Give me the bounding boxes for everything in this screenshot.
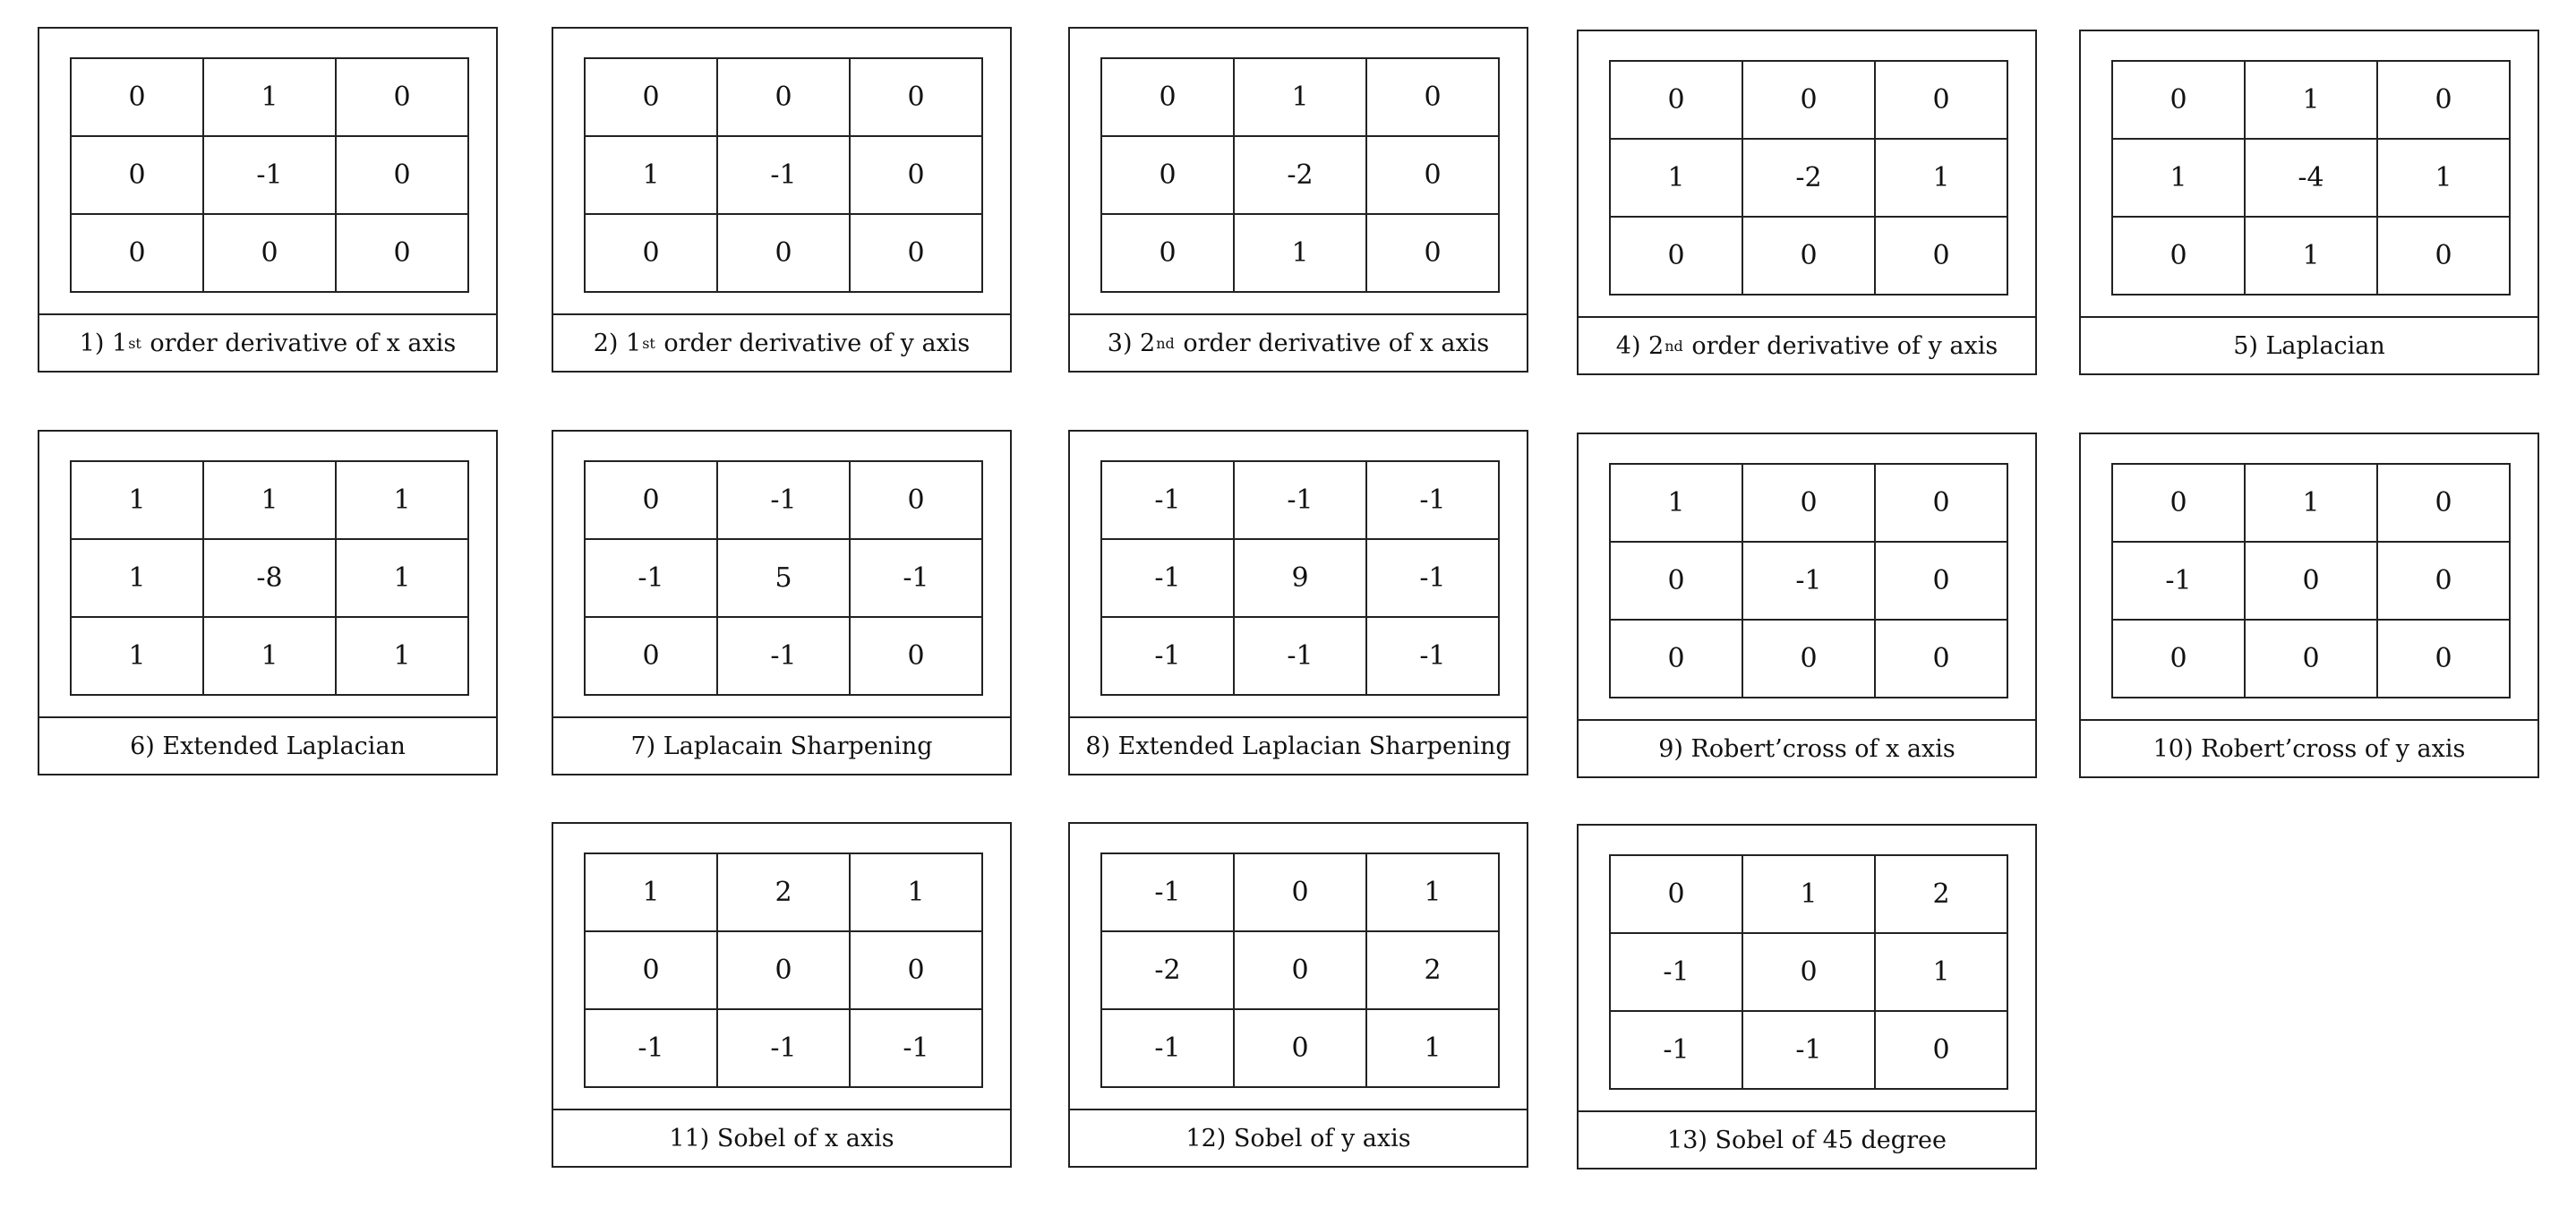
matrix-cell: 9 [1234, 539, 1366, 617]
matrix-cell: -1 [585, 539, 717, 617]
matrix-cell: 1 [203, 617, 336, 695]
matrix-cell: 0 [2377, 620, 2510, 698]
matrix-row [585, 617, 982, 695]
matrix-cell: -1 [1610, 1011, 1742, 1089]
matrix-cell: 0 [850, 931, 982, 1009]
matrix-row [585, 853, 982, 931]
matrix-cell: 0 [1610, 217, 1742, 295]
matrix-cell: 1 [71, 617, 203, 695]
matrix-cell: 1 [203, 58, 336, 136]
caption-ordinal-superscript: st [642, 334, 655, 352]
matrix-cell: 0 [1875, 464, 2007, 542]
caption-text-rest: order derivative of x axis [141, 329, 457, 357]
kernel-caption [553, 716, 1010, 774]
matrix-cell: 1 [336, 617, 468, 695]
kernel-matrix [1609, 854, 2008, 1090]
kernel-panel [1577, 824, 2037, 1169]
matrix-row [1101, 617, 1499, 695]
kernel-matrix [70, 460, 469, 696]
caption-ordinal-superscript: nd [1156, 334, 1175, 352]
kernel-panel [2079, 30, 2539, 375]
matrix-row [1610, 217, 2007, 295]
kernel-caption [553, 313, 1010, 371]
matrix-cell: 1 [850, 853, 982, 931]
kernel-matrix [584, 852, 983, 1088]
matrix-cell: 0 [2377, 464, 2510, 542]
caption-ordinal-superscript: st [128, 334, 141, 352]
matrix-cell: 2 [1875, 855, 2007, 933]
matrix-cell: 0 [1366, 136, 1499, 214]
matrix-cell: -1 [850, 1009, 982, 1087]
matrix-cell: -1 [717, 617, 850, 695]
matrix-cell: 0 [2377, 61, 2510, 139]
matrix-row [2112, 542, 2510, 620]
matrix-cell: 0 [1101, 136, 1234, 214]
matrix-row [71, 617, 468, 695]
kernel-panel [552, 27, 1012, 373]
matrix-cell: 0 [850, 617, 982, 695]
matrix-row [1101, 931, 1499, 1009]
matrix-row [1101, 136, 1499, 214]
matrix-cell: 0 [1875, 542, 2007, 620]
caption-text: 3) 2 [1107, 329, 1156, 357]
matrix-cell: 1 [2245, 464, 2377, 542]
kernel-matrix [1609, 60, 2008, 296]
matrix-cell: -2 [1101, 931, 1234, 1009]
matrix-cell: -1 [1101, 853, 1234, 931]
matrix-cell: 0 [1610, 620, 1742, 698]
matrix-row [1610, 1011, 2007, 1089]
matrix-row [585, 1009, 982, 1087]
matrix-cell: 0 [71, 58, 203, 136]
matrix-row [1101, 58, 1499, 136]
matrix-cell: 1 [1234, 58, 1366, 136]
matrix-cell: 0 [1610, 61, 1742, 139]
matrix-cell: -1 [1101, 1009, 1234, 1087]
matrix-cell: 1 [2377, 139, 2510, 217]
caption-text: 4) 2 [1615, 331, 1665, 360]
matrix-cell: -1 [1101, 461, 1234, 539]
kernel-caption [2081, 719, 2537, 776]
matrix-row [1101, 1009, 1499, 1087]
matrix-row [1610, 933, 2007, 1011]
caption-text-rest: order derivative of x axis [1175, 329, 1490, 357]
matrix-row [2112, 464, 2510, 542]
matrix-cell: -1 [717, 461, 850, 539]
matrix-cell: 0 [1610, 542, 1742, 620]
matrix-cell: -1 [585, 1009, 717, 1087]
matrix-cell: 0 [2112, 464, 2245, 542]
matrix-cell: 0 [2245, 542, 2377, 620]
matrix-cell: -1 [203, 136, 336, 214]
matrix-cell: 2 [1366, 931, 1499, 1009]
caption-text: 11) Sobel of x axis [669, 1124, 894, 1152]
matrix-cell: 0 [336, 214, 468, 292]
matrix-cell: 0 [1610, 855, 1742, 933]
matrix-cell: -1 [1366, 461, 1499, 539]
matrix-row [1610, 464, 2007, 542]
matrix-cell: -1 [1366, 539, 1499, 617]
matrix-cell: 0 [717, 214, 850, 292]
matrix-cell: 0 [1234, 853, 1366, 931]
matrix-cell: 1 [2245, 217, 2377, 295]
matrix-row [1610, 620, 2007, 698]
matrix-cell: 0 [1366, 58, 1499, 136]
matrix-row [2112, 620, 2510, 698]
matrix-cell: 1 [2245, 61, 2377, 139]
matrix-cell: -1 [2112, 542, 2245, 620]
matrix-cell: 0 [850, 214, 982, 292]
matrix-cell: 0 [850, 461, 982, 539]
matrix-cell: 0 [1875, 217, 2007, 295]
matrix-cell: 0 [71, 136, 203, 214]
matrix-cell: 1 [1875, 933, 2007, 1011]
matrix-cell: -1 [1366, 617, 1499, 695]
kernel-panel [1577, 30, 2037, 375]
matrix-cell: 0 [1101, 214, 1234, 292]
matrix-cell: -1 [1742, 1011, 1875, 1089]
matrix-row [1610, 61, 2007, 139]
matrix-row [585, 58, 982, 136]
caption-text: 6) Extended Laplacian [130, 732, 406, 760]
matrix-cell: 1 [203, 461, 336, 539]
matrix-cell: 0 [850, 136, 982, 214]
matrix-cell: 0 [2245, 620, 2377, 698]
kernel-caption [1070, 716, 1527, 774]
kernel-caption [1070, 313, 1527, 371]
kernel-panel [1068, 822, 1528, 1168]
matrix-row [1101, 539, 1499, 617]
kernel-panel [552, 822, 1012, 1168]
matrix-cell: 1 [1610, 464, 1742, 542]
kernel-caption [1070, 1109, 1527, 1166]
matrix-cell: 0 [585, 214, 717, 292]
caption-text: 9) Robert’cross of x axis [1658, 734, 1956, 763]
matrix-cell: -1 [850, 539, 982, 617]
matrix-cell: 0 [71, 214, 203, 292]
matrix-cell: 0 [1742, 464, 1875, 542]
matrix-cell: 0 [1234, 931, 1366, 1009]
matrix-cell: -8 [203, 539, 336, 617]
matrix-cell: 0 [1101, 58, 1234, 136]
matrix-cell: 1 [2112, 139, 2245, 217]
kernel-matrix [584, 460, 983, 696]
matrix-cell: -2 [1234, 136, 1366, 214]
matrix-cell: -2 [1742, 139, 1875, 217]
kernel-matrix [1100, 460, 1500, 696]
caption-text: 5) Laplacian [2233, 331, 2385, 360]
matrix-cell: 0 [1742, 620, 1875, 698]
matrix-row [71, 214, 468, 292]
matrix-cell: -1 [717, 1009, 850, 1087]
kernel-panel [2079, 433, 2539, 778]
caption-ordinal-superscript: nd [1665, 337, 1683, 355]
matrix-row [585, 214, 982, 292]
caption-text: 8) Extended Laplacian Sharpening [1085, 732, 1511, 760]
matrix-row [71, 58, 468, 136]
matrix-cell: 1 [71, 539, 203, 617]
kernel-panel [1577, 433, 2037, 778]
matrix-cell: 0 [203, 214, 336, 292]
caption-text: 12) Sobel of y axis [1185, 1124, 1411, 1152]
matrix-cell: -4 [2245, 139, 2377, 217]
matrix-row [2112, 217, 2510, 295]
matrix-cell: 0 [2112, 620, 2245, 698]
kernel-caption [1579, 719, 2035, 776]
kernel-panel [38, 27, 498, 373]
matrix-cell: 0 [2377, 542, 2510, 620]
matrix-cell: 5 [717, 539, 850, 617]
matrix-cell: -1 [1101, 539, 1234, 617]
matrix-cell: 0 [2377, 217, 2510, 295]
kernel-panel [1068, 430, 1528, 775]
matrix-cell: 1 [1234, 214, 1366, 292]
matrix-cell: -1 [1610, 933, 1742, 1011]
kernel-panel [552, 430, 1012, 775]
matrix-cell: 0 [336, 136, 468, 214]
kernel-caption [39, 716, 496, 774]
matrix-row [585, 461, 982, 539]
matrix-cell: -1 [1742, 542, 1875, 620]
matrix-cell: -1 [1234, 461, 1366, 539]
matrix-cell: 0 [2112, 61, 2245, 139]
matrix-cell: 1 [1742, 855, 1875, 933]
matrix-cell: 0 [1234, 1009, 1366, 1087]
kernel-matrix [1609, 463, 2008, 698]
caption-text-rest: order derivative of y axis [655, 329, 971, 357]
matrix-row [1101, 461, 1499, 539]
caption-text: 2) 1 [593, 329, 642, 357]
matrix-cell: 0 [585, 461, 717, 539]
matrix-cell: 0 [717, 58, 850, 136]
matrix-row [1101, 214, 1499, 292]
matrix-row [1610, 542, 2007, 620]
matrix-cell: 0 [585, 58, 717, 136]
caption-text: 7) Laplacain Sharpening [630, 732, 933, 760]
kernel-matrix [1100, 852, 1500, 1088]
matrix-cell: 0 [1742, 217, 1875, 295]
matrix-row [585, 539, 982, 617]
matrix-cell: 1 [1610, 139, 1742, 217]
matrix-cell: 1 [71, 461, 203, 539]
kernel-matrix [70, 57, 469, 293]
matrix-cell: 0 [1742, 933, 1875, 1011]
kernel-caption [1579, 316, 2035, 373]
kernel-caption [1579, 1110, 2035, 1168]
matrix-row [1610, 855, 2007, 933]
kernel-caption [39, 313, 496, 371]
matrix-cell: 1 [1366, 853, 1499, 931]
matrix-cell: -1 [1101, 617, 1234, 695]
matrix-cell: 1 [1366, 1009, 1499, 1087]
kernel-matrix [584, 57, 983, 293]
matrix-cell: 0 [585, 617, 717, 695]
matrix-cell: 0 [850, 58, 982, 136]
matrix-row [71, 136, 468, 214]
caption-text: 1) 1 [79, 329, 128, 357]
kernel-caption [553, 1109, 1010, 1166]
matrix-row [71, 461, 468, 539]
matrix-row [1610, 139, 2007, 217]
matrix-row [2112, 61, 2510, 139]
matrix-cell: -1 [717, 136, 850, 214]
matrix-cell: 0 [1875, 61, 2007, 139]
kernel-matrix [1100, 57, 1500, 293]
matrix-cell: 1 [336, 461, 468, 539]
matrix-cell: 1 [585, 136, 717, 214]
kernel-panel [38, 430, 498, 775]
matrix-cell: 1 [336, 539, 468, 617]
caption-text: 13) Sobel of 45 degree [1667, 1126, 1947, 1154]
kernel-matrix [2111, 463, 2511, 698]
matrix-cell: 0 [336, 58, 468, 136]
matrix-cell: 0 [585, 931, 717, 1009]
caption-text: 10) Robert’cross of y axis [2152, 734, 2466, 763]
matrix-cell: 2 [717, 853, 850, 931]
kernel-matrix [2111, 60, 2511, 296]
matrix-cell: 0 [1875, 1011, 2007, 1089]
matrix-cell: 1 [585, 853, 717, 931]
kernel-caption [2081, 316, 2537, 373]
matrix-row [1101, 853, 1499, 931]
caption-text-rest: order derivative of y axis [1683, 331, 1998, 360]
matrix-cell: 1 [1875, 139, 2007, 217]
matrix-cell: 0 [1875, 620, 2007, 698]
matrix-cell: 0 [1366, 214, 1499, 292]
matrix-row [71, 539, 468, 617]
kernel-panel [1068, 27, 1528, 373]
matrix-cell: 0 [1742, 61, 1875, 139]
matrix-cell: 0 [2112, 217, 2245, 295]
matrix-row [585, 931, 982, 1009]
matrix-cell: 0 [717, 931, 850, 1009]
matrix-cell: -1 [1234, 617, 1366, 695]
matrix-row [2112, 139, 2510, 217]
matrix-row [585, 136, 982, 214]
